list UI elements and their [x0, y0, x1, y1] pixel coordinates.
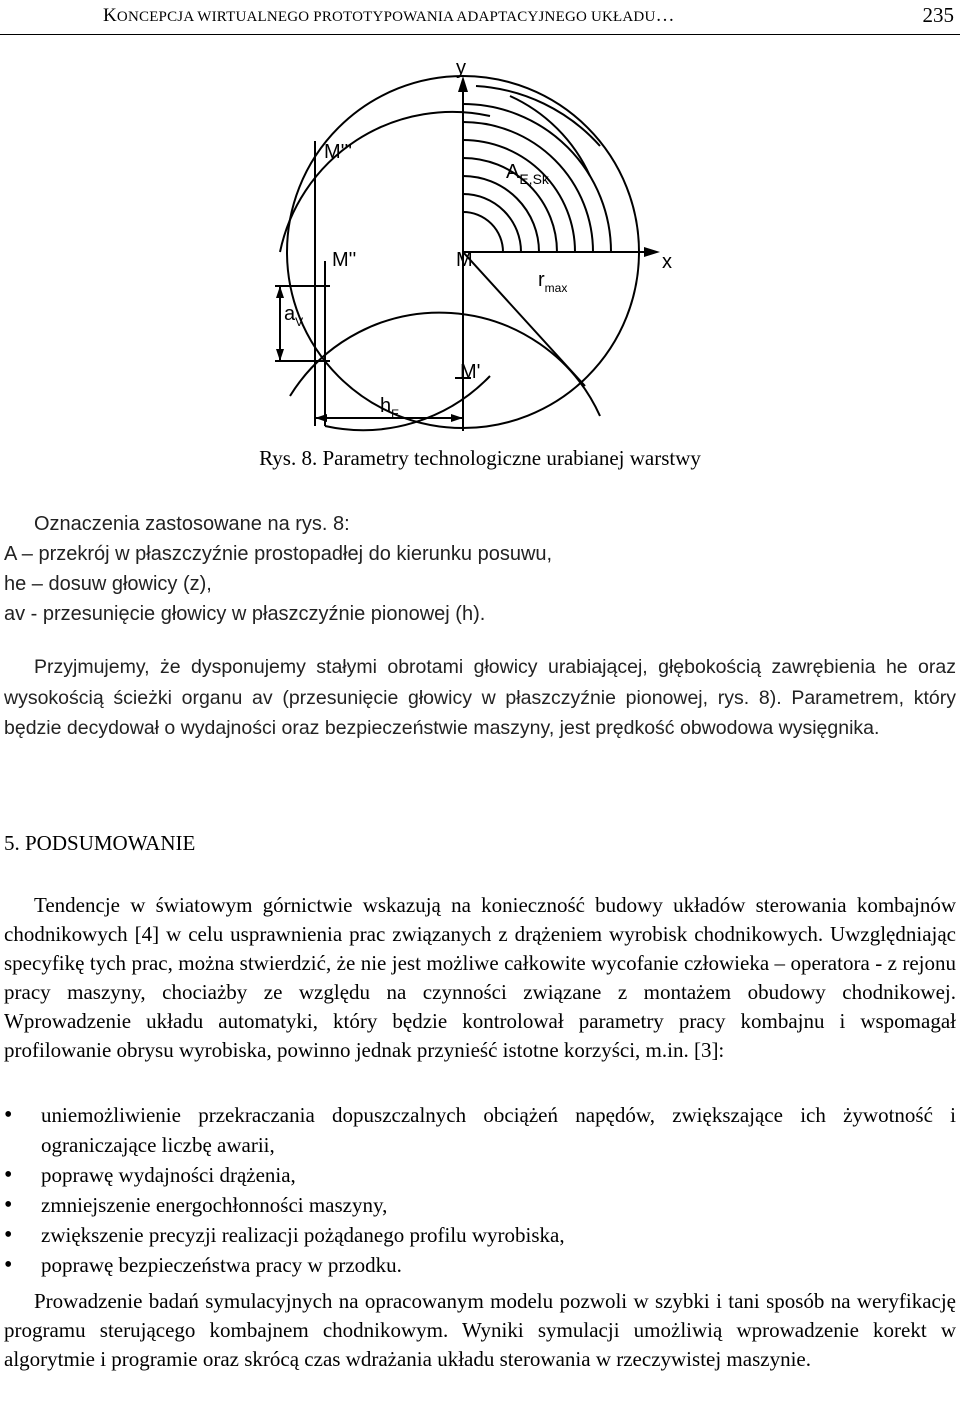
benefits-list	[4, 1100, 956, 1280]
label-m2: M''	[332, 249, 357, 271]
label-rmax: $r_{max}$	[538, 269, 568, 295]
r-max-line	[463, 252, 585, 386]
label-av: $a_V$	[284, 303, 304, 329]
legend-item: he – dosuw głowicy (z),	[4, 573, 212, 595]
figure-caption: Rys. 8. Parametry technologiczne urabianej warstwy	[259, 446, 701, 470]
av-arrow-bottom	[276, 349, 284, 361]
paragraph-assumptions: Przyjmujemy, że dysponujemy stałymi obrotami głowicy urabiającej, głębokością zawrębienia he oraz wysokością ścieżki organu av (przesunięcie głowicy w płaszczyźnie pionowej, rys. 8). Parametrem, który będzie decydował o wydajności oraz bezpieczeństwie maszyny, jest prędkość obwodowa wysięgnika.	[4, 656, 956, 739]
running-title: KONCEPCJA WIRTUALNEGO PROTOTYPOWANIA ADAPTACYJNEGO UKŁADU…	[103, 5, 675, 26]
x-axis-arrow	[644, 247, 660, 257]
page-number: 235	[922, 3, 954, 27]
list-item: • poprawę bezpieczeństwa pracy w przodku.	[4, 1250, 956, 1280]
he-arrow-left	[315, 414, 327, 422]
label-x: x	[662, 251, 672, 273]
label-y: y	[456, 57, 466, 79]
cutting-circle-m2	[280, 112, 490, 252]
header-rule	[0, 34, 960, 35]
section-heading: 5. PODSUMOWANIE	[4, 831, 196, 855]
label-m1: M'	[460, 361, 481, 383]
figure-legend	[4, 509, 552, 629]
running-header	[0, 0, 960, 34]
paragraph-summary: Tendencje w światowym górnictwie wskazują na konieczność budowy układów sterowania kombajnów chodnikowych [4] w celu usprawnienia prac związanych z drążeniem wyrobisk chodnikowych. Uwzględniając specyfikę tych prac, można stwierdzić, że nie jest możliwe całkowite wycofanie człowieka – operatora - z rejonu pracy maszyny, chociażby ze względu na czynności związane z montażem obudowy chodnikowej. Wprowadzenie układu automatyki, który będzie kontrolował parametry pracy kombajnu i wspomagał profilowanie obrysu wyrobiska, powinno jednak przynieść istotne korzyści, m.in. [3]:	[4, 893, 956, 1062]
label-m: M	[456, 249, 473, 271]
label-a: $A_{E,Sk}$	[506, 161, 549, 187]
label-m3: M'''	[324, 141, 353, 163]
cutting-circle-m1	[290, 313, 600, 416]
legend-item: A – przekrój w płaszczyźnie prostopadłej do kierunku posuwu,	[4, 543, 553, 565]
outer-arc	[476, 86, 600, 146]
av-arrow-top	[276, 286, 284, 298]
cutting-circle-m2-lower	[325, 376, 490, 430]
paragraph-conclusion: Prowadzenie badań symulacyjnych na opracowanym modelu pozwoli w szybki i tani sposób na weryfikację programu sterującego kombajnem chodnikowym. Wyniki symulacji umożliwią wprowadzenie korekt w algorytmie i programie oraz skrócą czas wdrażania układu sterowania w rzeczywistej maszynie.	[4, 1289, 956, 1371]
list-item: • uniemożliwienie przekraczania dopuszczalnych obciążeń napędów, zwiększające ich żywotność i ograniczające liczbę awarii,	[4, 1100, 956, 1160]
legend-item: av - przesunięcie głowicy w płaszczyźnie pionowej (h).	[4, 603, 486, 625]
list-item: • zwiększenie precyzji realizacji pożądanego profilu wyrobiska,	[4, 1220, 956, 1250]
list-item: • poprawę wydajności drążenia,	[4, 1160, 956, 1190]
legend-intro: Oznaczenia zastosowane na rys. 8:	[34, 513, 350, 535]
label-he: $h_E$	[380, 395, 400, 421]
list-item: • zmniejszenie energochłonności maszyny,	[4, 1190, 956, 1220]
he-arrow-right	[451, 414, 463, 422]
figure-diagram	[270, 56, 710, 436]
